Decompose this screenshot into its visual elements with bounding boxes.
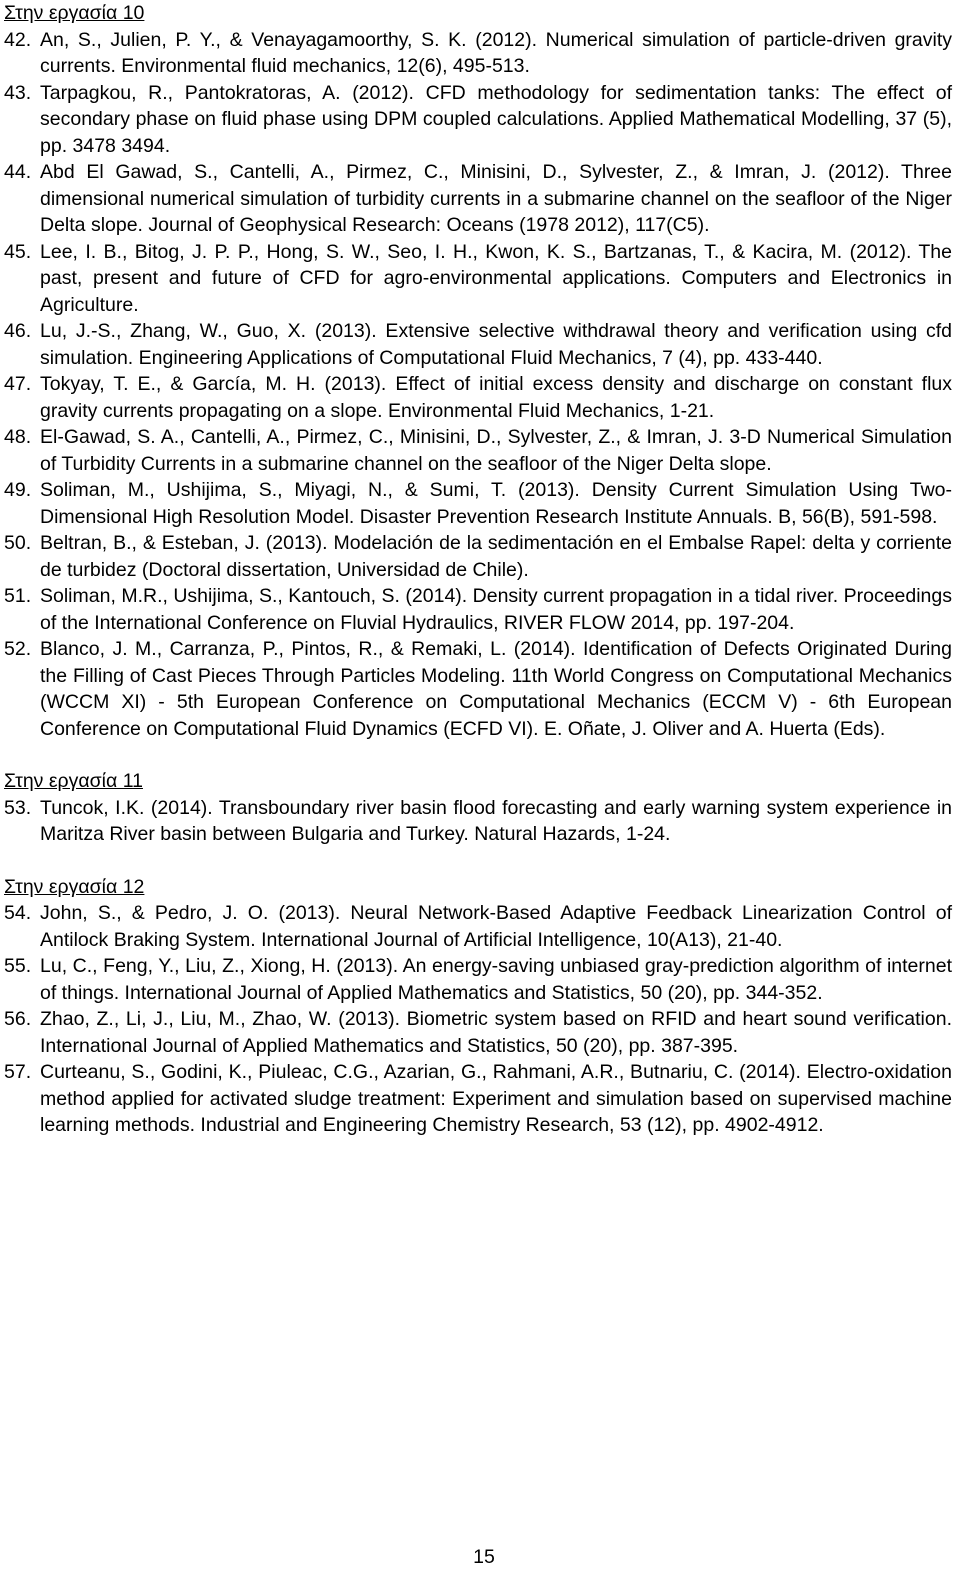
reference-entry [4, 159, 952, 239]
reference-text: Abd El Gawad, S., Cantelli, A., Pirmez, C., Minisini, D., Sylvester, Z., & Imran, J. (2012). Three dimensional numerical simulation of turbidity currents in a submarine channel on the seafloor of the Niger Delta slope. Journal of Geophysical Research: Oceans (1978 2012), 117(C5). [40, 161, 952, 236]
reference-text: Curteanu, S., Godini, K., Piuleac, C.G., Azarian, G., Rahmani, A.R., Butnariu, C. (2014). Electro-oxidation method applied for activated sludge treatment: Experiment and simulation based on supervised machine learning methods. Industrial and Engineering Chemistry Research, 53 (12), pp. 4902-4912. [40, 1061, 952, 1136]
reference-entry [4, 239, 952, 319]
reference-text: Blanco, J. M., Carranza, P., Pintos, R., & Remaki, L. (2014). Identification of Defects Originated During the Filling of Cast Pieces Through Particles Modeling. 11th World Congress on Computational Mechanics (WCCM XI) - 5th European Conference on Computational Mechanics (ECCM V) - 6th European Conference on Computational Fluid Dynamics (ECFD VI). E. Oñate, J. Oliver and A. Huerta (Eds). [40, 638, 952, 740]
reference-entry [4, 1006, 952, 1059]
reference-text: Tarpagkou, R., Pantokratoras, A. (2012). CFD methodology for sedimentation tanks: The effect of secondary phase on fluid phase using DPM coupled calculations. Applied Mathematical Modelling, 37 (5), pp. 3478 3494. [40, 81, 952, 157]
reference-entry [4, 424, 952, 477]
reference-number: 44. [4, 161, 32, 183]
reference-number: 51. [4, 585, 32, 607]
reference-number: 54. [4, 902, 32, 924]
reference-entry [4, 318, 952, 371]
page-number: 15 [473, 1546, 495, 1568]
reference-entry [4, 583, 952, 636]
reference-entry [4, 27, 952, 80]
reference-number: 48. [4, 426, 32, 448]
reference-number: 43. [4, 81, 32, 104]
reference-number: 47. [4, 373, 32, 395]
reference-number: 45. [4, 240, 32, 263]
reference-text: Tokyay, T. E., & García, M. H. (2013). Effect of initial excess density and discharge on constant flux gravity currents propagating on a slope. Environmental Fluid Mechanics, 1-21. [40, 373, 952, 422]
reference-text: Lu, J.-S., Zhang, W., Guo, X. (2013). Extensive selective withdrawal theory and verification using cfd simulation. Engineering Applications of Computational Fluid Mechanics, 7 (4), pp. 433-440. [40, 320, 952, 369]
reference-entry [4, 636, 952, 742]
reference-text: Soliman, M., Ushijima, S., Miyagi, N., & Sumi, T. (2013). Density Current Simulation Using Two-Dimensional High Resolution Model. Disaster Prevention Research Institute Annuals. B, 56(B), 591-598. [40, 479, 952, 528]
reference-entry [4, 477, 952, 530]
reference-text: John, S., & Pedro, J. O. (2013). Neural Network-Based Adaptive Feedback Linearization Control of Antilock Braking System. International Journal of Artificial Intelligence, 10(A13), 21-40. [40, 902, 952, 951]
reference-text: Soliman, M.R., Ushijima, S., Kantouch, S. (2014). Density current propagation in a tidal river. Proceedings of the International Conference on Fluvial Hydraulics, RIVER FLOW 2014, pp. 197-204. [40, 585, 952, 634]
reference-text: An, S., Julien, P. Y., & Venayagamoorthy, S. K. (2012). Numerical simulation of particle-driven gravity currents. Environmental fluid mechanics, 12(6), 495-513. [40, 28, 952, 77]
reference-number: 55. [4, 955, 32, 977]
reference-text: Lee, I. B., Bitog, J. P. P., Hong, S. W., Seo, I. H., Kwon, K. S., Bartzanas, T., & Kacira, M. (2012). The past, present and future of CFD for agro-environmental applications. Computers and Electronics in Agriculture. [40, 240, 952, 316]
section-spacer [4, 742, 952, 768]
reference-entry [4, 80, 952, 160]
section-heading: Στην εργασία 11 [4, 770, 143, 792]
reference-number: 53. [4, 796, 32, 819]
reference-text: Lu, C., Feng, Y., Liu, Z., Xiong, H. (2013). An energy-saving unbiased gray-prediction algorithm of internet of things. International Journal of Applied Mathematics and Statistics, 50 (20), pp. 344-352. [40, 955, 952, 1004]
reference-entry [4, 953, 952, 1006]
reference-text: El-Gawad, S. A., Cantelli, A., Pirmez, C., Minisini, D., Sylvester, Z., & Imran, J. 3-D Numerical Simulation of Turbidity Currents in a submarine channel on the seafloor of the Niger Delta slope. [40, 426, 952, 475]
reference-number: 57. [4, 1061, 32, 1083]
reference-section [4, 768, 952, 848]
reference-text: Beltran, B., & Esteban, J. (2013). Modelación de la sedimentación en el Embalse Rapel: delta y corriente de turbidez (Doctoral dissertation, Universidad de Chile). [40, 532, 952, 581]
section-heading: Στην εργασία 10 [4, 2, 145, 24]
reference-number: 46. [4, 320, 32, 342]
reference-section [4, 0, 952, 742]
reference-text: Tuncok, I.K. (2014). Transboundary river basin flood forecasting and early warning system experience in Maritza River basin between Bulgaria and Turkey. Natural Hazards, 1-24. [40, 796, 952, 845]
section-heading: Στην εργασία 12 [4, 875, 145, 898]
reference-entry [4, 371, 952, 424]
reference-number: 56. [4, 1008, 32, 1030]
reference-number: 52. [4, 638, 32, 660]
reference-number: 42. [4, 28, 32, 51]
reference-entry [4, 1059, 952, 1139]
reference-entry [4, 530, 952, 583]
reference-text: Zhao, Z., Li, J., Liu, M., Zhao, W. (2013). Biometric system based on RFID and heart sound verification. International Journal of Applied Mathematics and Statistics, 50 (20), pp. 387-395. [40, 1008, 952, 1057]
reference-entry [4, 795, 952, 848]
reference-entry [4, 900, 952, 953]
reference-section [4, 874, 952, 1139]
section-spacer [4, 848, 952, 874]
reference-number: 49. [4, 479, 32, 501]
reference-number: 50. [4, 532, 32, 554]
